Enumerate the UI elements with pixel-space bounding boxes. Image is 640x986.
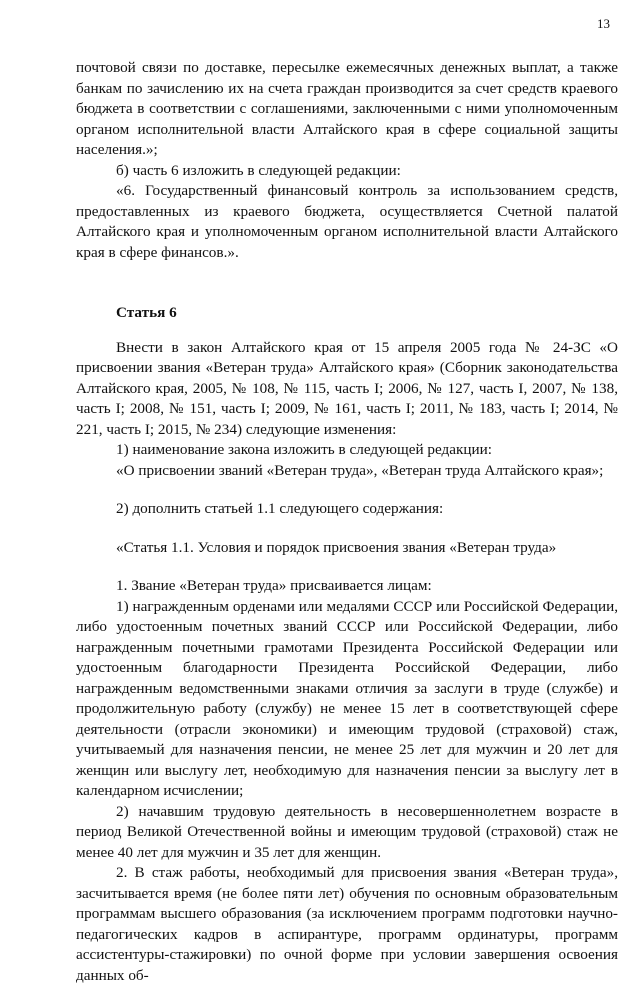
paragraph: 1. Звание «Ветеран труда» присваивается лицам: (116, 577, 432, 594)
paragraph: 2) начавшим трудовую деятельность в несовершеннолетнем возрасте в период Великой Отечественной войны и имеющим трудовой (страховой) стаж не менее 40 лет для мужчин и 35 лет для женщин. (76, 802, 618, 861)
article-heading: Статья 6 (116, 304, 177, 321)
paragraph: 1) наименование закона изложить в следующей редакции: (116, 441, 492, 458)
paragraph: почтовой связи по доставке, пересылке ежемесячных денежных выплат, а также банкам по зачислению их на счета граждан производится за счет средств краевого бюджета в соответствии с соглашениями, заключенными с ними уполномоченным органом исполнительной власти Алтайского края в сфере социальной защиты населения.»; (76, 59, 618, 158)
spacer (76, 558, 618, 576)
spacer (76, 324, 618, 338)
spacer (76, 263, 618, 303)
paragraph: 1) награжденным орденами или медалями СССР или Российской Федерации, либо удостоенным почетных званий СССР или Российской Федерации, либо награжденным почетными грамотами Президента Российской Федерации или удостоенным благодарности Президента Российской Федерации, либо награжденным ведомственными знаками отличия за заслуги в труде (службе) и продолжительную работу (службу) не менее 15 лет в соответствующей сфере деятельности (отрасли экономики) и имеющим трудовой (страховой) стаж, учитываемый для назначения пенсии, не менее 25 лет для мужчин и 20 лет для женщин или выслугу лет, необходимую для назначения пенсии за выслугу лет в календарном исчислении; (76, 597, 618, 799)
page-number: 13 (597, 16, 610, 31)
paragraph: 2. В стаж работы, необходимый для присвоения звания «Ветеран труда», засчитывается время (не более пяти лет) обучения по основным образовательным программам высшего образования (за исключением программ подготовки научно-педагогических кадров в аспирантуре, программ ординатуры, программ ассистентуры-стажировки) по очной форме при условии завершения освоения данных об- (76, 864, 618, 984)
paragraph: «Статья 1.1. Условия и порядок присвоения звания «Ветеран труда» (116, 538, 557, 556)
paragraph: 2) дополнить статьей 1.1 следующего содержания: (116, 500, 444, 517)
paragraph: «6. Государственный финансовый контроль за использованием средств, предоставленных из краевого бюджета, осуществляется Счетной палатой Алтайского края и уполномоченным органом исполнительной власти Алтайского края в сфере финансов.». (76, 182, 618, 261)
paragraph: «О присвоении званий «Ветеран труда», «Ветеран труда Алтайского края»; (116, 461, 604, 479)
paragraph: Внести в закон Алтайского края от 15 апреля 2005 года № 24-ЗС «О присвоении звания «Ветеран труда» Алтайского края» (Сборник законодательства Алтайского края, 2005, № 108, № 115, часть I; 2006, № 127, часть I, 2007, № 138, часть I; 2008, № 151, часть I; 2009, № 161, часть I; 2011, № 183, часть I; 2014, № 221, часть I; 2015, № 234) следующие изменения: (76, 338, 618, 438)
spacer (76, 520, 618, 538)
paragraph: б) часть 6 изложить в следующей редакции: (116, 161, 401, 179)
document-body (76, 58, 618, 986)
spacer (76, 481, 618, 499)
